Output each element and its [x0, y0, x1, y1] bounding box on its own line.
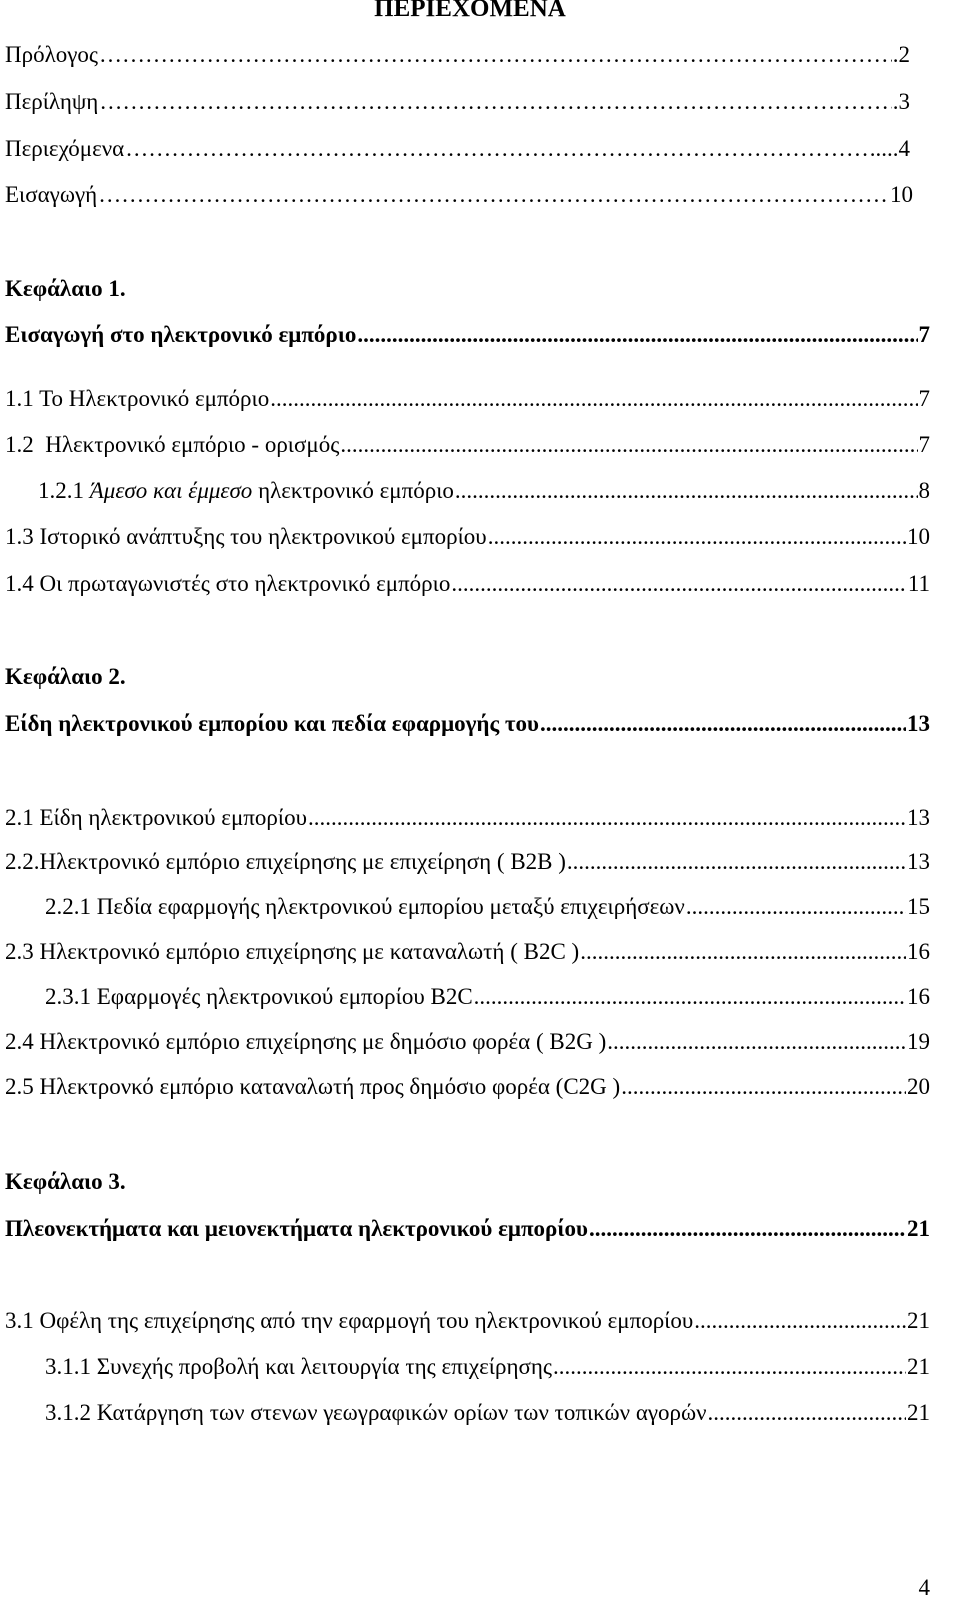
leader-dots: [455, 474, 918, 508]
toc-entry: 1.3 Ιστορικό ανάπτυξης του ηλεκτρονικού εμπορίου ..... 10: [5, 520, 930, 554]
leader-dots: [488, 520, 906, 554]
toc-entry: 2.3 Ηλεκτρονικό εμπόριο επιχείρησης με καταναλωτή ( B2C ) ..... 16: [5, 935, 930, 969]
leader-dots: [540, 707, 906, 741]
leader-dots: [125, 132, 869, 166]
leader-dots: [708, 1396, 906, 1430]
leader-dots: [567, 845, 906, 879]
leader-dots: [474, 980, 906, 1014]
leader-dots: [99, 85, 891, 119]
leader-dots: [270, 382, 917, 416]
leader-dots: [607, 1025, 906, 1059]
toc-entry: 1.2.1 Άμεσο και έμμεσο ηλεκτρονικό εμπόριο ..... 8: [38, 474, 930, 508]
toc-entry: 2.2.Ηλεκτρονικό εμπόριο επιχείρησης με επιχείρηση ( B2B ) ..... 13: [5, 845, 930, 879]
leader-dots: [580, 935, 906, 969]
chapter-heading: Πλεονεκτήματα και μειονεκτήματα ηλεκτρονικού εμπορίου ..... 21: [5, 1212, 930, 1246]
toc-entry: 1.1 Το Ηλεκτρονικό εμπόριο ..... 7: [5, 382, 930, 416]
leader-dots: [686, 890, 906, 924]
chapter-label: Κεφάλαιο 1.: [5, 276, 126, 301]
page-title: ΠΕΡΙΕΧΟΜΕΝΑ: [374, 0, 566, 22]
chapter-heading: Είδη ηλεκτρονικού εμπορίου και πεδία εφαρμογής του ..... 13: [5, 707, 930, 741]
leader-dots: [99, 38, 892, 72]
leader-dots: [357, 318, 917, 352]
chapter-label: Κεφάλαιο 3.: [5, 1169, 126, 1194]
toc-entry: 3.1.1 Συνεχής προβολή και λειτουργία της επιχείρησης ..... 21: [45, 1350, 930, 1384]
leader-dots: [340, 428, 917, 462]
toc-entry: 1.4 Οι πρωταγωνιστές στο ηλεκτρονικό εμπόριο ..... 11: [5, 567, 930, 601]
toc-entry: Εισαγωγή …………………………………………………………………………………………………………………………………………………………………………………………………………………………………………………… 10: [5, 178, 913, 212]
leader-dots: [621, 1070, 906, 1104]
leader-dots: [451, 567, 906, 601]
leader-dots: [98, 178, 889, 212]
leader-dots: [308, 801, 906, 835]
toc-entry: Περίληψη …………………………………………………………………………………………………………………………………………………………………………………………………………………………………………………… .3: [5, 85, 910, 119]
toc-entry: Περιεχόμενα …………………………………………………………………………………………………………………………………………………………………………………………………………………………………………………… .....4: [5, 132, 910, 166]
toc-entry: 2.3.1 Εφαρμογές ηλεκτρονικού εμπορίου B2C ..... 16: [45, 980, 930, 1014]
toc-entry: Πρόλογος …………………………………………………………………………………………………………………………………………………………………………………………………………………………………………………… .2: [5, 38, 910, 72]
leader-dots: [553, 1350, 906, 1384]
toc-entry: 2.2.1 Πεδία εφαρμογής ηλεκτρονικού εμπορίου μεταξύ επιχειρήσεων ..... 15: [45, 890, 930, 924]
toc-entry: 1.2 Ηλεκτρονικό εμπόριο - ορισμός ..... 7: [5, 428, 930, 462]
leader-dots: [694, 1304, 906, 1338]
toc-entry: 2.4 Ηλεκτρονικό εμπόριο επιχείρησης με δημόσιο φορέα ( B2G ) ..... 19: [5, 1025, 930, 1059]
chapter-label: Κεφάλαιο 2.: [5, 664, 126, 689]
page-number: 4: [918, 1575, 930, 1600]
toc-entry: 3.1.2 Κατάργηση των στενων γεωγραφικών ορίων των τοπικών αγορών ..... 21: [45, 1396, 930, 1430]
toc-entry: 3.1 Οφέλη της επιχείρησης από την εφαρμογή του ηλεκτρονικού εμπορίου ..... 21: [5, 1304, 930, 1338]
leader-dots: [589, 1212, 906, 1246]
toc-entry: 2.1 Είδη ηλεκτρονικού εμπορίου ..... 13: [5, 801, 930, 835]
chapter-heading: Εισαγωγή στο ηλεκτρονικό εμπόριο ..... 7: [5, 318, 930, 352]
toc-entry: 2.5 Ηλεκτρονκό εμπόριο καταναλωτή προς δημόσιο φορέα (C2G ) ..... 20: [5, 1070, 930, 1104]
